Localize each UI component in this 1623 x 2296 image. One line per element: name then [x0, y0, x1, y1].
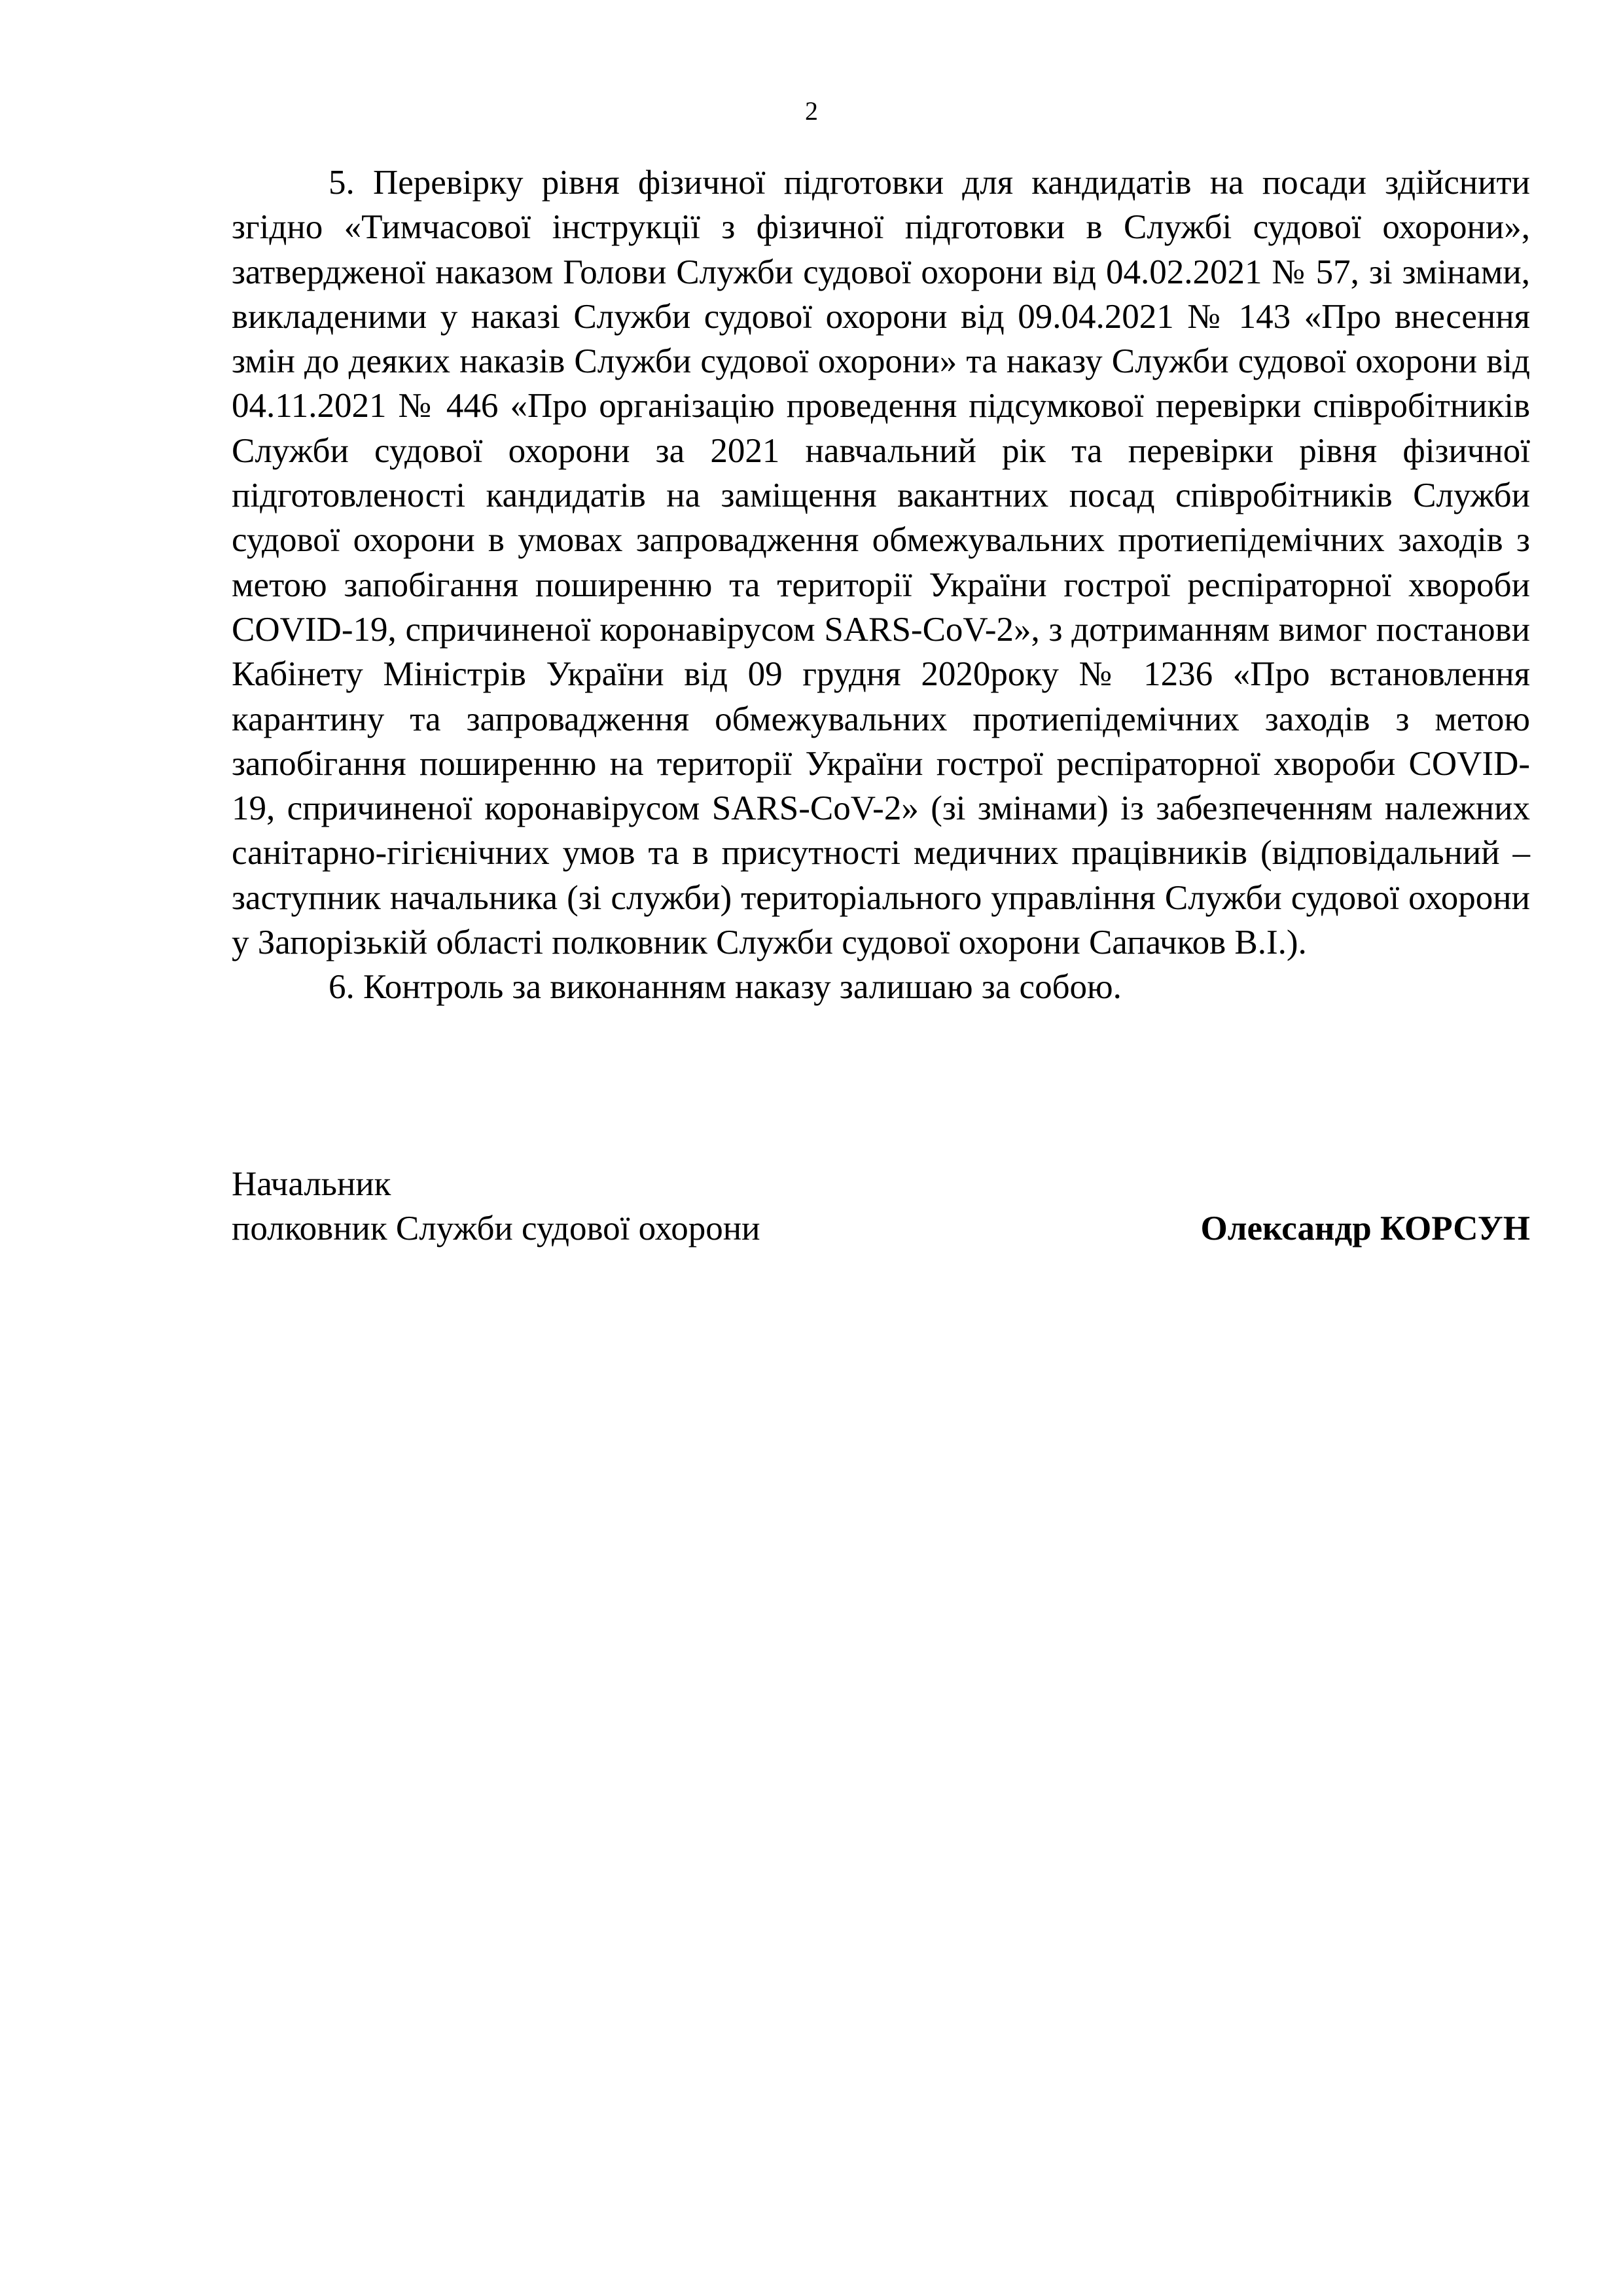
signature-position-line2: полковник Служби судової охорони [232, 1210, 760, 1248]
page-number: 2 [805, 96, 818, 126]
document-body [232, 160, 1530, 1010]
signature-block [232, 1162, 1530, 1251]
paragraph-6: 6. Контроль за виконанням наказу залишаю за собою. [329, 968, 1122, 1007]
signature-name: Олександр КОРСУН [1200, 1210, 1530, 1248]
signature-row [232, 1206, 1530, 1251]
paragraph-5: 5. Перевірку рівня фізичної підготовки для кандидатів на посади здійснити згідно «Тимчасової інструкції з фізичної підготовки в Службі судової охорони», затвердженої наказом Голови Служби судової охорони від 04.02.2021 № 57, зі змінами, викладеними у наказі Служби судової охорони від 09.04.2021 № 143 «Про внесення змін до деяких наказів Служби судової охорони» та наказу Служби судової охорони від 04.11.2021 № 446 «Про організацію проведення підсумкової перевірки співробітників Служби судової охорони за 2021 навчальний рік та перевірки рівня фізичної підготовленості кандидатів на заміщення вакантних посад співробітників Служби судової охорони в умовах запровадження обмежувальних протиепідемічних заходів з метою запобігання поширенню та території України гострої респіраторної хвороби COVID-19, спричиненої коронавірусом SARS-CoV-2», з дотриманням вимог постанови Кабінету Міністрів України від 09 грудня 2020року № 1236 «Про встановлення карантину та запровадження обмежувальних протиепідемічних заходів з метою запобігання поширенню на території України гострої респіраторної хвороби COVID-19, спричиненої коронавірусом SARS-CoV-2» (зі змінами) із забезпеченням належних санітарно-гігієнічних умов та в присутності медичних працівників (відповідальний – заступник начальника (зі служби) територіального управління Служби судової охорони у Запорізькій області полковник Служби судової охорони Сапачков В.І.). [232, 164, 1530, 962]
signature-position-line1: Начальник [232, 1165, 391, 1203]
